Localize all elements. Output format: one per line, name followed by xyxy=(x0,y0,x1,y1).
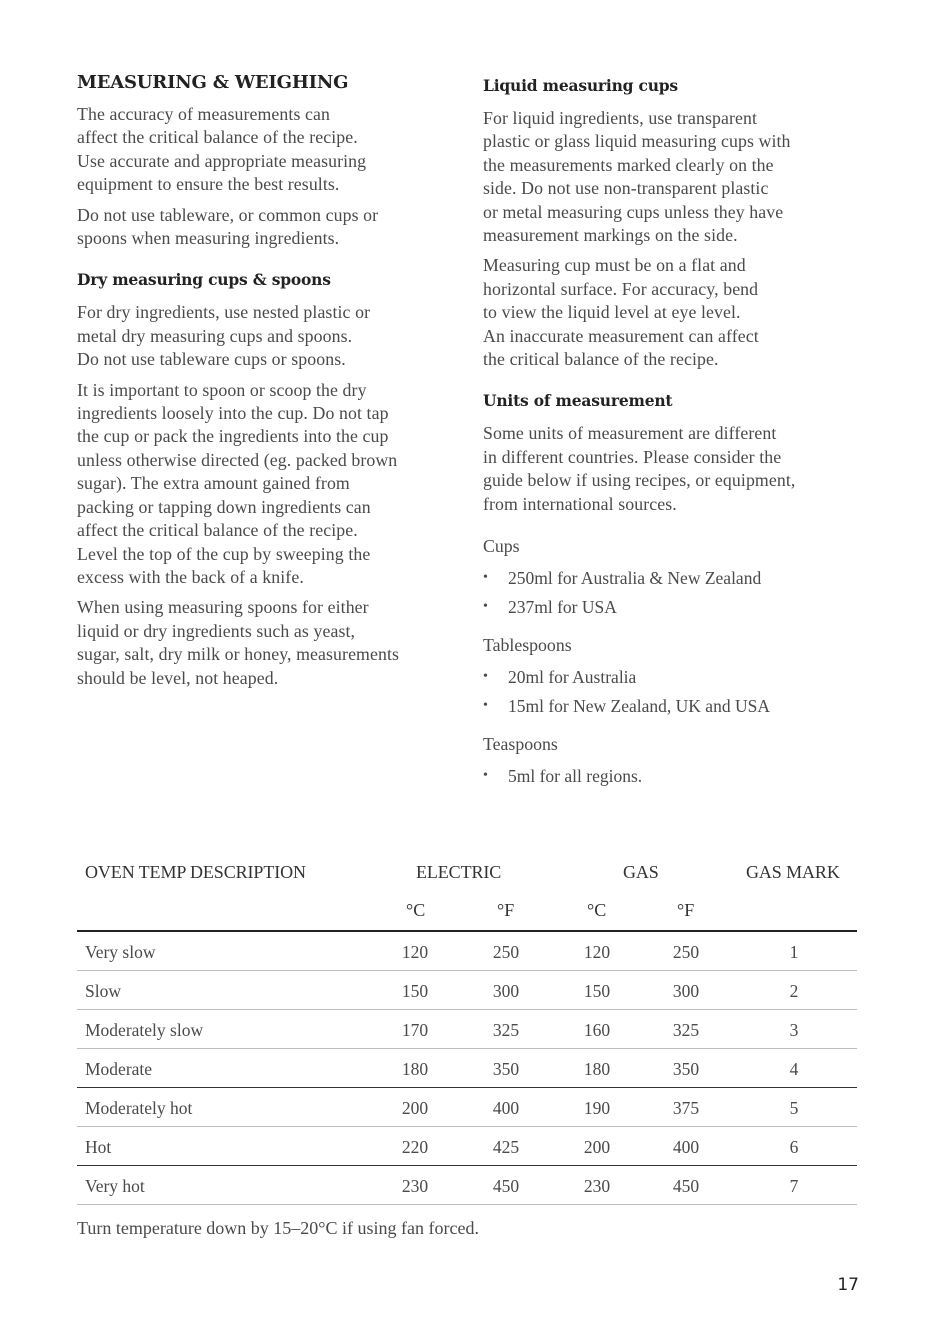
cell-electric-f: 250 xyxy=(492,942,520,962)
dry-paragraph-2: It is important to spoon or scoop the dry ingredients loosely into the cup. Do not tap the cup or pack the ingredients into the cup unless otherwise directed (eg. packed brown sugar). The extra amount gained from packing or tapping down ingredients can affect the critical balance of the recipe. Level the top of the cup by sweeping the excess with the back of a knife. xyxy=(77,379,398,587)
cell-gas-c: 230 xyxy=(583,1176,611,1196)
liquid-paragraph-2: Measuring cup must be on a flat and horizontal surface. For accuracy, bend to view the liquid level at eye level. An inaccurate measurement can affect the critical balance of the recipe. xyxy=(483,255,759,370)
intro-paragraph-2: Do not use tableware, or common cups or spoons when measuring ingredients. xyxy=(77,204,379,249)
tablespoons-label: Tablespoons xyxy=(483,635,572,656)
bullet-icon: • xyxy=(483,598,488,614)
cell-description: Moderately hot xyxy=(85,1098,193,1118)
cell-electric-f: 300 xyxy=(492,981,520,1001)
bullet-icon: • xyxy=(483,768,488,784)
cell-gas-c: 120 xyxy=(583,942,611,962)
cell-electric-f: 450 xyxy=(492,1176,520,1196)
dry-paragraph-3: When using measuring spoons for either liquid or dry ingredients such as yeast, sugar, salt, dry milk or honey, measurements should be level, not heaped. xyxy=(77,597,400,688)
teaspoons-label: Teaspoons xyxy=(483,734,558,755)
list-item: • 237ml for USA xyxy=(483,593,863,622)
bullet-icon: • xyxy=(483,669,488,685)
cell-electric-c: 150 xyxy=(401,981,429,1001)
teaspoons-list xyxy=(483,762,863,791)
cell-gas-c: 180 xyxy=(583,1059,611,1079)
cell-description: Very hot xyxy=(85,1176,145,1196)
table-units-row xyxy=(77,888,857,932)
bullet-icon: • xyxy=(483,570,488,586)
table-row xyxy=(77,971,857,1010)
list-item: • 15ml for New Zealand, UK and USA xyxy=(483,692,863,721)
table-row xyxy=(77,1088,857,1127)
cups-label: Cups xyxy=(483,536,520,557)
liquid-cups-heading: Liquid measuring cups xyxy=(483,76,678,95)
cell-gas-c: 200 xyxy=(583,1137,611,1157)
table-header-row xyxy=(77,858,857,888)
cell-gas-f: 400 xyxy=(672,1137,700,1157)
cell-gas-c: 150 xyxy=(583,981,611,1001)
cell-electric-c: 180 xyxy=(401,1059,429,1079)
oven-temp-table xyxy=(77,858,857,1205)
header-description: OVEN TEMP DESCRIPTION xyxy=(85,862,306,882)
cell-gas-f: 325 xyxy=(672,1020,700,1040)
unit-electric-f: °F xyxy=(497,900,515,920)
cell-gas-f: 300 xyxy=(672,981,700,1001)
fan-forced-note: Turn temperature down by 15–20°C if using fan forced. xyxy=(77,1218,479,1238)
cell-description: Slow xyxy=(85,981,121,1001)
list-item: • 5ml for all regions. xyxy=(483,762,863,791)
dry-paragraph-1: For dry ingredients, use nested plastic or metal dry measuring cups and spoons. Do not use tableware cups or spoons. xyxy=(77,302,371,370)
cell-gas-f: 450 xyxy=(672,1176,700,1196)
cell-description: Moderate xyxy=(85,1059,153,1079)
cell-electric-c: 170 xyxy=(401,1020,429,1040)
cell-electric-c: 230 xyxy=(401,1176,429,1196)
header-gas-mark: GAS MARK xyxy=(746,862,840,882)
tablespoons-list xyxy=(483,663,863,720)
cell-electric-f: 425 xyxy=(492,1137,520,1157)
table-row xyxy=(77,1166,857,1205)
header-electric: ELECTRIC xyxy=(416,862,502,882)
cell-electric-c: 120 xyxy=(401,942,429,962)
cell-gas-mark: 2 xyxy=(789,981,799,1001)
liquid-paragraph-1: For liquid ingredients, use transparent plastic or glass liquid measuring cups with the measurements marked clearly on the side. Do not use non-transparent plastic or metal measuring cups unless they have measurement markings on the side. xyxy=(483,108,791,246)
intro-paragraph-1: The accuracy of measurements can affect the critical balance of the recipe. Use accurate and appropriate measuring equipment to ensure the best results. xyxy=(77,104,367,195)
cell-electric-f: 325 xyxy=(492,1020,520,1040)
table-row xyxy=(77,1049,857,1088)
cell-gas-mark: 6 xyxy=(789,1137,799,1157)
cell-gas-mark: 7 xyxy=(789,1176,799,1196)
page-number: 17 xyxy=(837,1275,859,1295)
table-row xyxy=(77,932,857,971)
right-column xyxy=(483,72,863,805)
units-paragraph: Some units of measurement are different in different countries. Please consider the guide below if using recipes, or equipment, from international sources. xyxy=(483,423,796,514)
unit-gas-f: °F xyxy=(677,900,695,920)
cell-gas-c: 190 xyxy=(583,1098,611,1118)
cell-gas-f: 375 xyxy=(672,1098,700,1118)
cell-electric-f: 350 xyxy=(492,1059,520,1079)
bullet-icon: • xyxy=(483,697,488,713)
list-item: • 250ml for Australia & New Zealand xyxy=(483,564,863,593)
cell-description: Hot xyxy=(85,1137,112,1157)
units-heading: Units of measurement xyxy=(483,391,673,411)
cell-electric-c: 220 xyxy=(401,1137,429,1157)
cell-gas-mark: 5 xyxy=(789,1098,799,1118)
unit-electric-c: °C xyxy=(406,900,426,920)
list-item: • 20ml for Australia xyxy=(483,663,863,692)
dry-cups-heading: Dry measuring cups & spoons xyxy=(77,270,331,290)
cell-description: Moderately slow xyxy=(85,1020,204,1040)
table-row xyxy=(77,1127,857,1166)
left-column xyxy=(77,72,457,697)
cell-electric-c: 200 xyxy=(401,1098,429,1118)
cell-gas-f: 250 xyxy=(672,942,700,962)
table-row xyxy=(77,1010,857,1049)
cell-gas-f: 350 xyxy=(672,1059,700,1079)
cups-list xyxy=(483,564,863,621)
cell-gas-mark: 1 xyxy=(789,942,799,962)
cell-description: Very slow xyxy=(85,942,156,962)
section-title: MEASURING & WEIGHING xyxy=(77,72,349,93)
cell-gas-mark: 3 xyxy=(789,1020,799,1040)
unit-gas-c: °C xyxy=(587,900,607,920)
header-gas: GAS xyxy=(623,862,659,882)
cell-gas-mark: 4 xyxy=(789,1059,799,1079)
cell-electric-f: 400 xyxy=(492,1098,520,1118)
cell-gas-c: 160 xyxy=(583,1020,611,1040)
